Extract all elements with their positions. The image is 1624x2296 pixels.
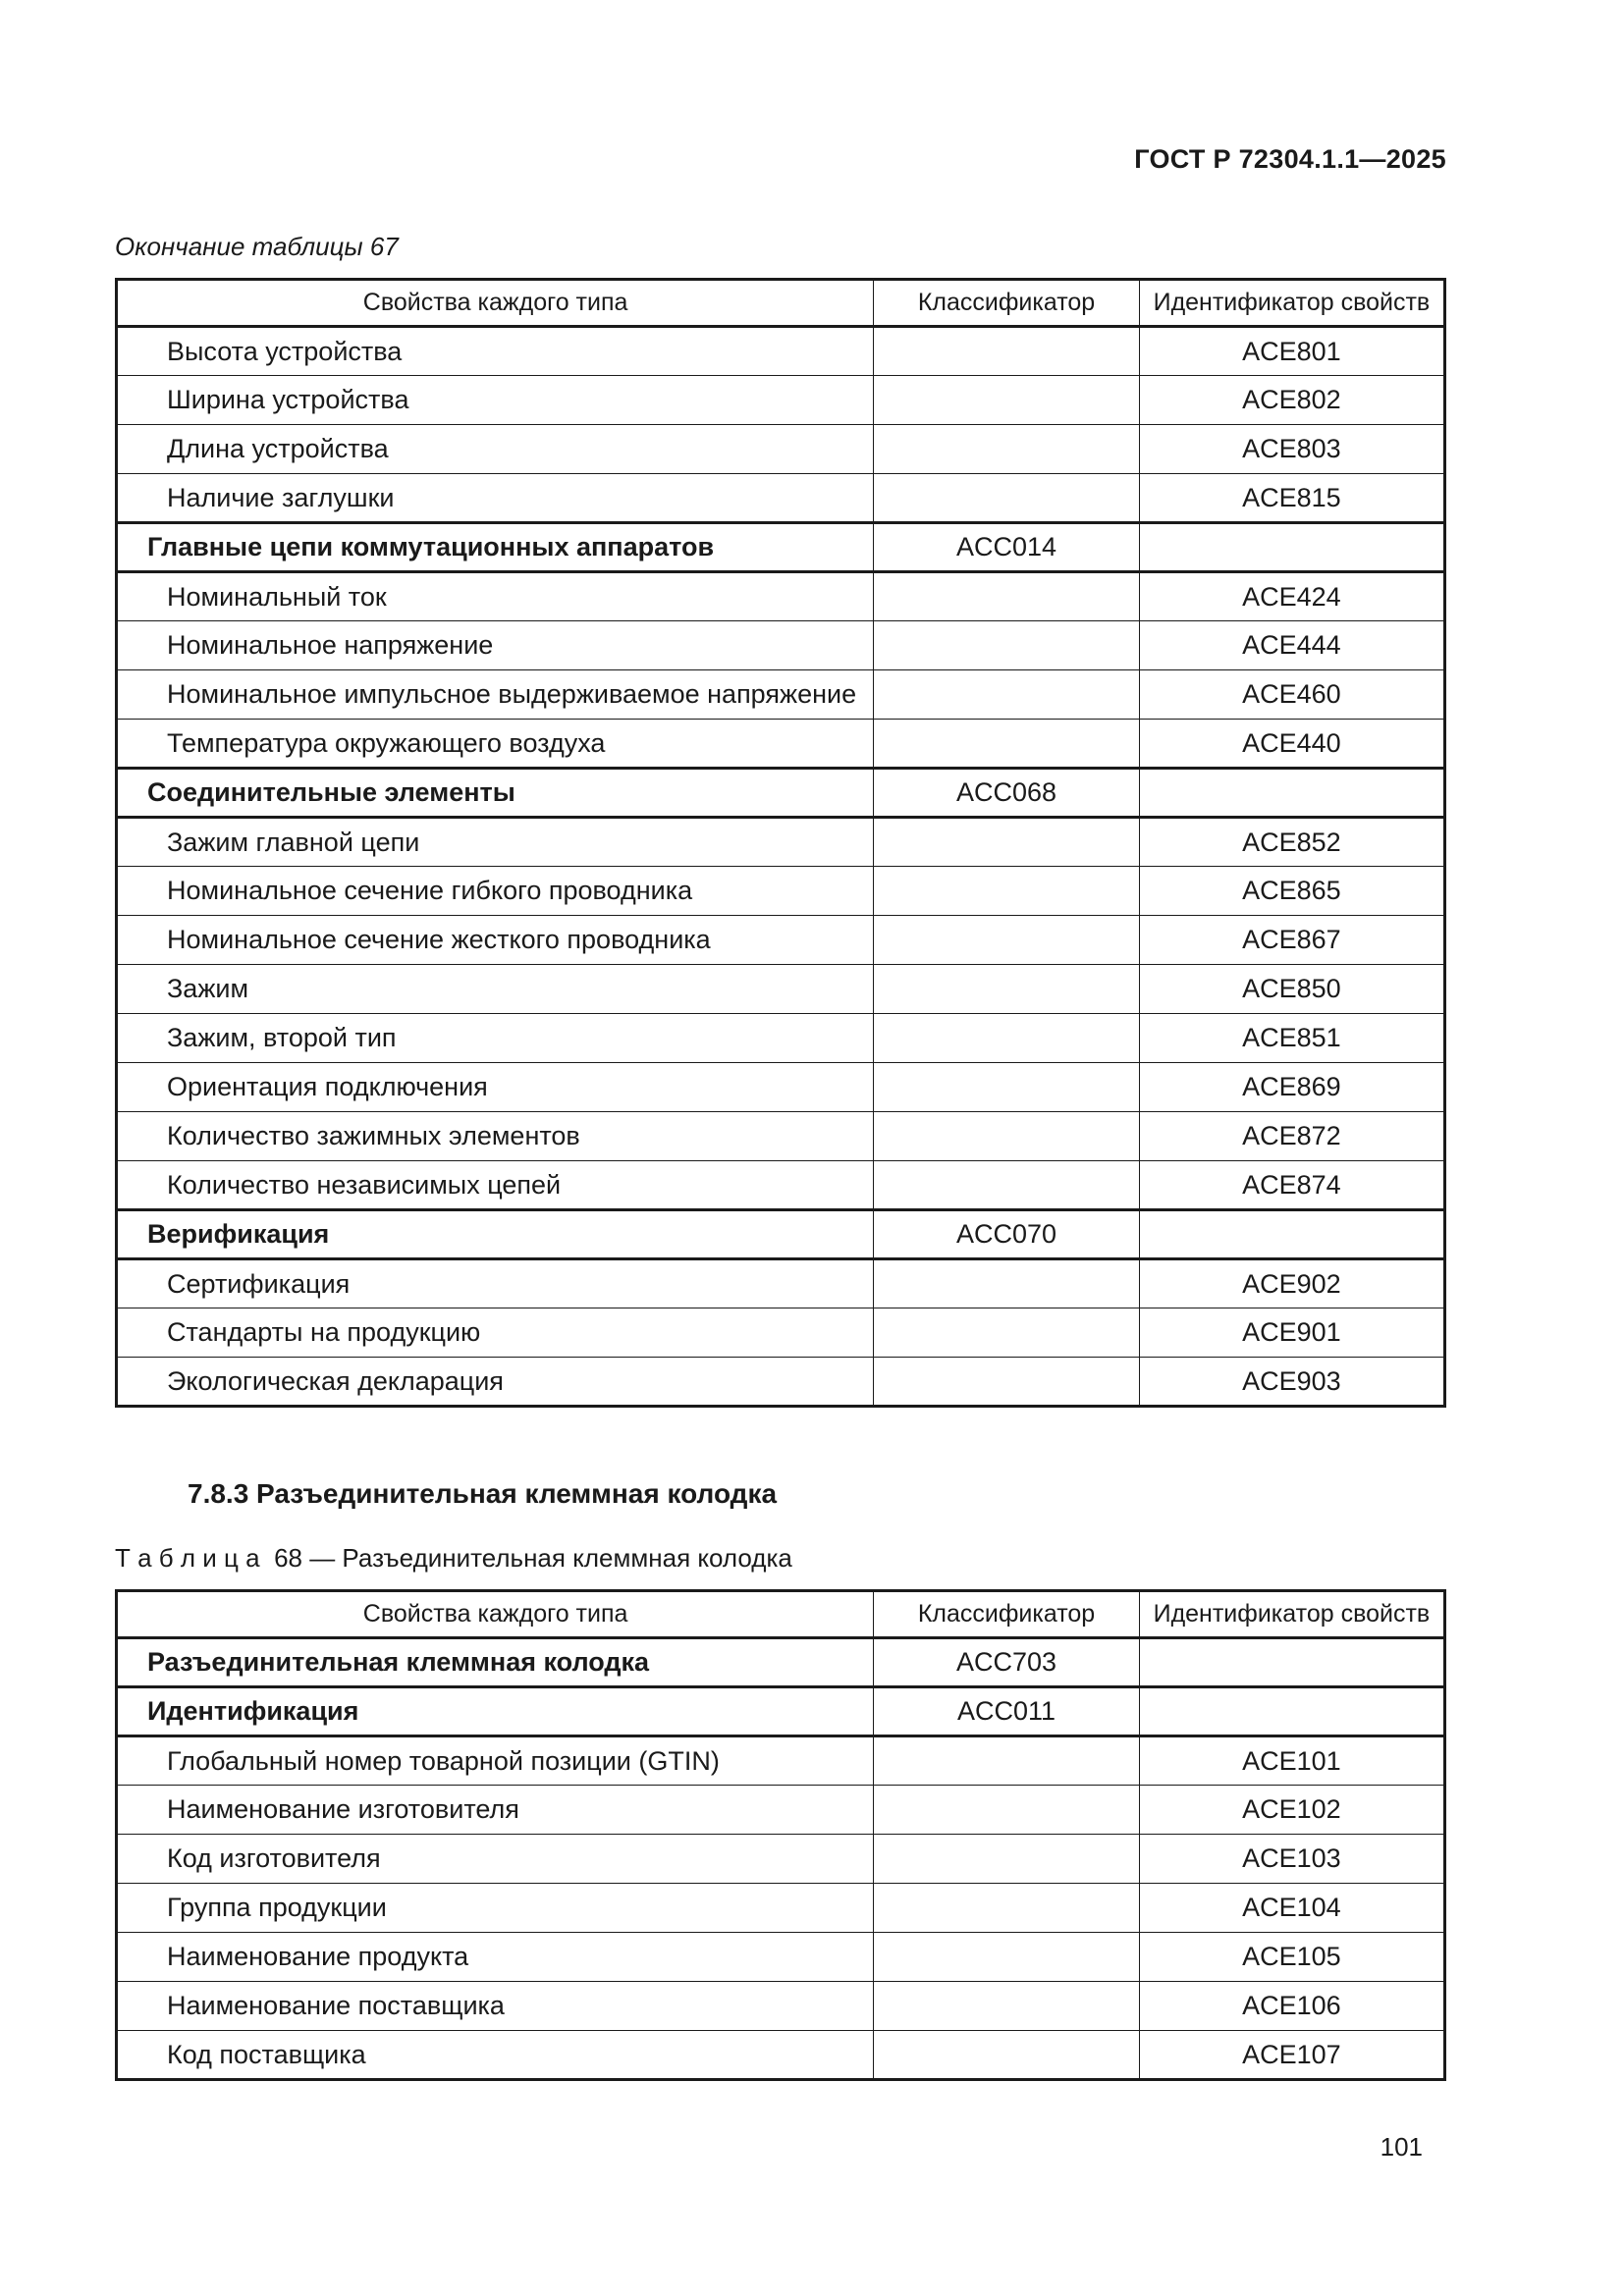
table-header-row	[117, 280, 1445, 327]
property-cell: Зажим главной цепи	[117, 818, 874, 867]
property-cell: Наименование поставщика	[117, 1982, 874, 2031]
section-row	[117, 1210, 1445, 1259]
table-header-row	[117, 1591, 1445, 1638]
property-cell: Наличие заглушки	[117, 474, 874, 523]
classifier-cell	[874, 1112, 1140, 1161]
identifier-cell: ACE460	[1139, 670, 1444, 720]
classifier-cell	[874, 1014, 1140, 1063]
property-row	[117, 572, 1445, 621]
classifier-cell	[874, 327, 1140, 376]
property-row	[117, 1161, 1445, 1210]
table-68	[115, 1589, 1446, 2081]
classifier-cell	[874, 425, 1140, 474]
property-row	[117, 474, 1445, 523]
identifier-cell: ACE874	[1139, 1161, 1444, 1210]
property-cell: Наименование продукта	[117, 1933, 874, 1982]
classifier-cell	[874, 2031, 1140, 2080]
property-row	[117, 1112, 1445, 1161]
classifier-cell	[874, 1835, 1140, 1884]
section-row	[117, 769, 1445, 818]
column-header-identifier: Идентификатор свойств	[1139, 1591, 1444, 1638]
property-cell: Ориентация подключения	[117, 1063, 874, 1112]
identifier-cell: ACE901	[1139, 1308, 1444, 1358]
table68-caption: Т а б л и ц а 68 — Разъединительная клеммная колодка	[115, 1543, 792, 1573]
classifier-cell	[874, 1933, 1140, 1982]
identifier-cell: ACE801	[1139, 327, 1444, 376]
classifier-cell	[874, 1161, 1140, 1210]
property-cell: Номинальное напряжение	[117, 621, 874, 670]
identifier-cell: ACE851	[1139, 1014, 1444, 1063]
property-row	[117, 1835, 1445, 1884]
property-row	[117, 1884, 1445, 1933]
property-cell: Зажим, второй тип	[117, 1014, 874, 1063]
identifier-cell: ACE869	[1139, 1063, 1444, 1112]
property-cell: Экологическая декларация	[117, 1358, 874, 1407]
section-row	[117, 523, 1445, 572]
property-cell: Высота устройства	[117, 327, 874, 376]
property-cell: Зажим	[117, 965, 874, 1014]
identifier-cell: ACE802	[1139, 376, 1444, 425]
property-row	[117, 1063, 1445, 1112]
property-row	[117, 1259, 1445, 1308]
property-cell: Номинальное сечение гибкого проводника	[117, 867, 874, 916]
property-row	[117, 2031, 1445, 2080]
property-cell: Номинальный ток	[117, 572, 874, 621]
identifier-cell: ACE106	[1139, 1982, 1444, 2031]
property-row	[117, 1736, 1445, 1786]
property-row	[117, 376, 1445, 425]
property-cell: Соединительные элементы	[117, 769, 874, 818]
classifier-cell	[874, 916, 1140, 965]
column-header-classifier: Классификатор	[874, 280, 1140, 327]
column-header-identifier: Идентификатор свойств	[1139, 280, 1444, 327]
table67-continuation-caption: Окончание таблицы 67	[115, 232, 399, 261]
identifier-cell: ACE872	[1139, 1112, 1444, 1161]
classifier-cell	[874, 474, 1140, 523]
classifier-cell	[874, 1063, 1140, 1112]
table-67	[115, 278, 1446, 1408]
property-cell: Глобальный номер товарной позиции (GTIN)	[117, 1736, 874, 1786]
identifier-cell	[1139, 1638, 1444, 1687]
property-cell: Стандарты на продукцию	[117, 1308, 874, 1358]
identifier-cell	[1139, 769, 1444, 818]
classifier-cell	[874, 572, 1140, 621]
classifier-cell	[874, 376, 1140, 425]
property-row	[117, 1933, 1445, 1982]
property-cell: Идентификация	[117, 1687, 874, 1736]
classifier-cell: ACC070	[874, 1210, 1140, 1259]
classifier-cell	[874, 720, 1140, 769]
classifier-cell	[874, 1736, 1140, 1786]
identifier-cell: ACE902	[1139, 1259, 1444, 1308]
property-cell: Разъединительная клеммная колодка	[117, 1638, 874, 1687]
classifier-cell	[874, 1884, 1140, 1933]
identifier-cell: ACE103	[1139, 1835, 1444, 1884]
property-row	[117, 621, 1445, 670]
property-row	[117, 327, 1445, 376]
property-row	[117, 670, 1445, 720]
property-cell: Код изготовителя	[117, 1835, 874, 1884]
page-number: 101	[1380, 2132, 1423, 2162]
column-header-property: Свойства каждого типа	[117, 1591, 874, 1638]
classifier-cell: ACC011	[874, 1687, 1140, 1736]
property-cell: Код поставщика	[117, 2031, 874, 2080]
classifier-cell	[874, 1358, 1140, 1407]
identifier-cell: ACE815	[1139, 474, 1444, 523]
identifier-cell: ACE444	[1139, 621, 1444, 670]
classifier-cell: ACC703	[874, 1638, 1140, 1687]
classifier-cell	[874, 1786, 1140, 1835]
property-row	[117, 818, 1445, 867]
identifier-cell: ACE424	[1139, 572, 1444, 621]
identifier-cell: ACE102	[1139, 1786, 1444, 1835]
property-cell: Сертификация	[117, 1259, 874, 1308]
property-row	[117, 1014, 1445, 1063]
property-row	[117, 425, 1445, 474]
property-cell: Длина устройства	[117, 425, 874, 474]
property-cell: Температура окружающего воздуха	[117, 720, 874, 769]
classifier-cell: ACC014	[874, 523, 1140, 572]
property-cell: Ширина устройства	[117, 376, 874, 425]
identifier-cell: ACE852	[1139, 818, 1444, 867]
property-row	[117, 1308, 1445, 1358]
property-row	[117, 1358, 1445, 1407]
classifier-cell: ACC068	[874, 769, 1140, 818]
property-row	[117, 1786, 1445, 1835]
property-cell: Наименование изготовителя	[117, 1786, 874, 1835]
property-row	[117, 867, 1445, 916]
property-cell: Верификация	[117, 1210, 874, 1259]
property-cell: Количество зажимных элементов	[117, 1112, 874, 1161]
section-row	[117, 1687, 1445, 1736]
identifier-cell: ACE803	[1139, 425, 1444, 474]
property-cell: Номинальное сечение жесткого проводника	[117, 916, 874, 965]
property-cell: Номинальное импульсное выдерживаемое напряжение	[117, 670, 874, 720]
property-row	[117, 965, 1445, 1014]
document-header: ГОСТ Р 72304.1.1—2025	[1134, 144, 1446, 174]
identifier-cell: ACE867	[1139, 916, 1444, 965]
classifier-cell	[874, 1259, 1140, 1308]
property-row	[117, 1982, 1445, 2031]
identifier-cell: ACE104	[1139, 1884, 1444, 1933]
property-cell: Количество независимых цепей	[117, 1161, 874, 1210]
property-row	[117, 916, 1445, 965]
classifier-cell	[874, 670, 1140, 720]
identifier-cell: ACE440	[1139, 720, 1444, 769]
identifier-cell: ACE107	[1139, 2031, 1444, 2080]
property-cell: Главные цепи коммутационных аппаратов	[117, 523, 874, 572]
identifier-cell: ACE101	[1139, 1736, 1444, 1786]
classifier-cell	[874, 1982, 1140, 2031]
column-header-property: Свойства каждого типа	[117, 280, 874, 327]
identifier-cell	[1139, 523, 1444, 572]
classifier-cell	[874, 1308, 1140, 1358]
identifier-cell: ACE903	[1139, 1358, 1444, 1407]
classifier-cell	[874, 867, 1140, 916]
identifier-cell	[1139, 1210, 1444, 1259]
section-heading-783: 7.8.3 Разъединительная клеммная колодка	[188, 1478, 778, 1509]
identifier-cell: ACE865	[1139, 867, 1444, 916]
property-cell: Группа продукции	[117, 1884, 874, 1933]
identifier-cell: ACE105	[1139, 1933, 1444, 1982]
property-row	[117, 720, 1445, 769]
classifier-cell	[874, 965, 1140, 1014]
page-content	[115, 0, 1446, 2163]
identifier-cell: ACE850	[1139, 965, 1444, 1014]
column-header-classifier: Классификатор	[874, 1591, 1140, 1638]
classifier-cell	[874, 818, 1140, 867]
classifier-cell	[874, 621, 1140, 670]
identifier-cell	[1139, 1687, 1444, 1736]
section-row	[117, 1638, 1445, 1687]
